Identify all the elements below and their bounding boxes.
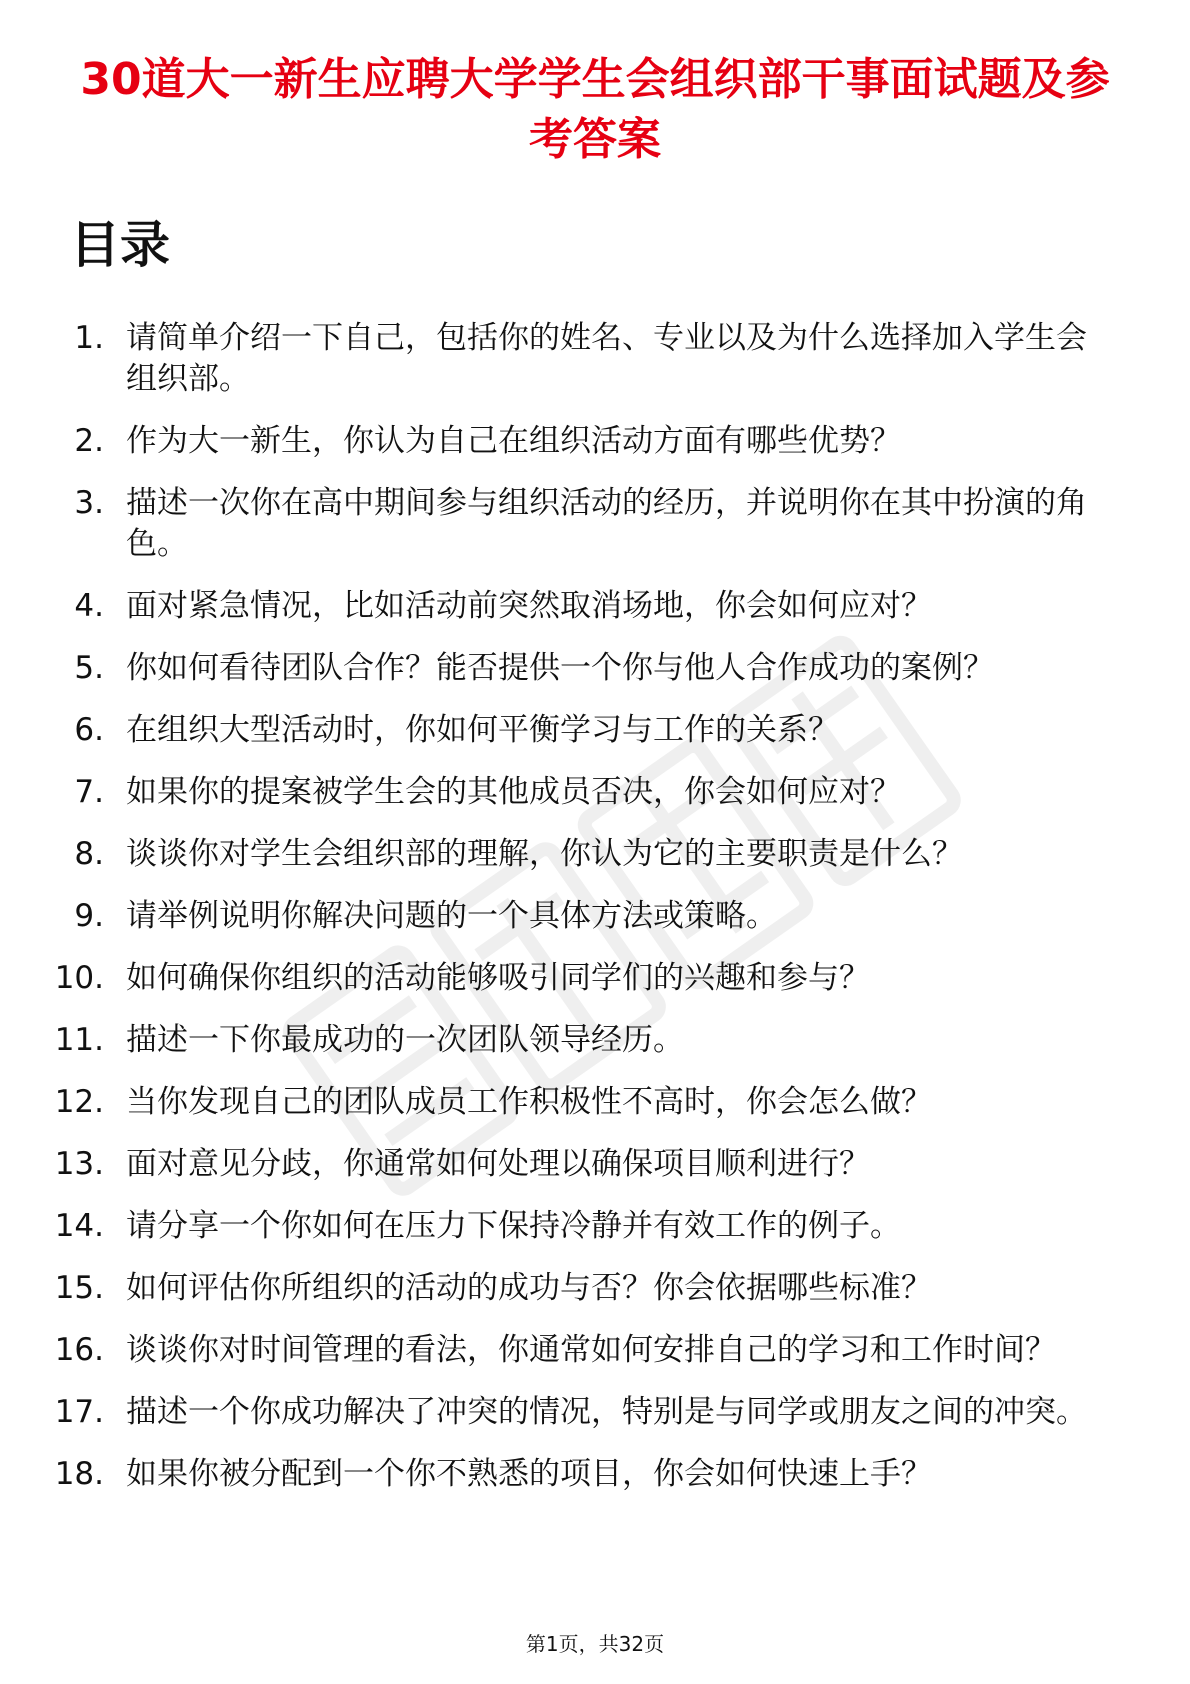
- toc-item: [0, 710, 1190, 751]
- toc-list: [0, 318, 1190, 1516]
- toc-item: [0, 586, 1190, 627]
- toc-item: [0, 772, 1190, 813]
- toc-item-number: 13.: [54, 1146, 104, 1182]
- toc-item: [0, 483, 1190, 565]
- toc-item-text: 描述一下你最成功的一次团队领导经历。: [126, 1022, 684, 1058]
- toc-item-number: 1.: [74, 320, 104, 356]
- toc-item-text: 如果你的提案被学生会的其他成员否决，你会如何应对？: [126, 774, 901, 810]
- toc-item-number: 9.: [74, 898, 104, 934]
- toc-item-number: 7.: [74, 774, 104, 810]
- toc-item-text: 你如何看待团队合作？能否提供一个你与他人合作成功的案例？: [126, 650, 994, 686]
- toc-item-number: 8.: [74, 836, 104, 872]
- toc-item: [0, 421, 1190, 462]
- toc-item-number: 12.: [54, 1084, 104, 1120]
- toc-item-text: 请举例说明你解决问题的一个具体方法或策略。: [126, 898, 777, 934]
- toc-item-text: 当你发现自己的团队成员工作积极性不高时，你会怎么做？: [126, 1084, 932, 1120]
- toc-item-text: 在组织大型活动时，你如何平衡学习与工作的关系？: [126, 712, 839, 748]
- page-footer: 第1页，共32页: [525, 1632, 665, 1656]
- toc-item-number: 18.: [54, 1456, 104, 1492]
- toc-item-text: 如果你被分配到一个你不熟悉的项目，你会如何快速上手？: [126, 1456, 932, 1492]
- toc-item-number: 2.: [74, 423, 104, 459]
- toc-item-text: 如何确保你组织的活动能够吸引同学们的兴趣和参与？: [126, 960, 870, 996]
- toc-item-number: 6.: [74, 712, 104, 748]
- toc-item-number: 5.: [74, 650, 104, 686]
- toc-item: [0, 896, 1190, 937]
- document-title: 30道大一新生应聘大学学生会组织部干事面试题及参考答案: [80, 54, 1110, 165]
- toc-item: [0, 1144, 1190, 1185]
- toc-item: [0, 958, 1190, 999]
- toc-item-number: 17.: [54, 1394, 104, 1430]
- toc-item-number: 3.: [74, 485, 104, 521]
- toc-item-text: 描述一次你在高中期间参与组织活动的经历，并说明你在其中扮演的角色。: [126, 485, 1087, 562]
- toc-item: [0, 1082, 1190, 1123]
- toc-item: [0, 1268, 1190, 1309]
- toc-item-number: 14.: [54, 1208, 104, 1244]
- toc-item: [0, 318, 1190, 400]
- toc-item-text: 请简单介绍一下自己，包括你的姓名、专业以及为什么选择加入学生会组织部。: [126, 320, 1087, 397]
- toc-item: [0, 1454, 1190, 1495]
- toc-item-text: 谈谈你对时间管理的看法，你通常如何安排自己的学习和工作时间？: [126, 1332, 1056, 1368]
- toc-heading: 目录: [70, 216, 170, 274]
- toc-item-text: 谈谈你对学生会组织部的理解，你认为它的主要职责是什么？: [126, 836, 963, 872]
- toc-item-text: 如何评估你所组织的活动的成功与否？你会依据哪些标准？: [126, 1270, 932, 1306]
- toc-item-text: 请分享一个你如何在压力下保持冷静并有效工作的例子。: [126, 1208, 901, 1244]
- toc-item: [0, 834, 1190, 875]
- toc-item-number: 16.: [54, 1332, 104, 1368]
- toc-item-text: 作为大一新生，你认为自己在组织活动方面有哪些优势？: [126, 423, 901, 459]
- toc-item-text: 面对意见分歧，你通常如何处理以确保项目顺利进行？: [126, 1146, 870, 1182]
- toc-item: [0, 1020, 1190, 1061]
- toc-item-number: 4.: [74, 588, 104, 624]
- toc-item-number: 10.: [54, 960, 104, 996]
- toc-item: [0, 1392, 1190, 1433]
- toc-item-text: 面对紧急情况，比如活动前突然取消场地，你会如何应对？: [126, 588, 932, 624]
- toc-item: [0, 648, 1190, 689]
- toc-item: [0, 1206, 1190, 1247]
- toc-item-text: 描述一个你成功解决了冲突的情况，特别是与同学或朋友之间的冲突。: [126, 1394, 1087, 1430]
- toc-item-number: 15.: [54, 1270, 104, 1306]
- toc-item-number: 11.: [54, 1022, 104, 1058]
- toc-item: [0, 1330, 1190, 1371]
